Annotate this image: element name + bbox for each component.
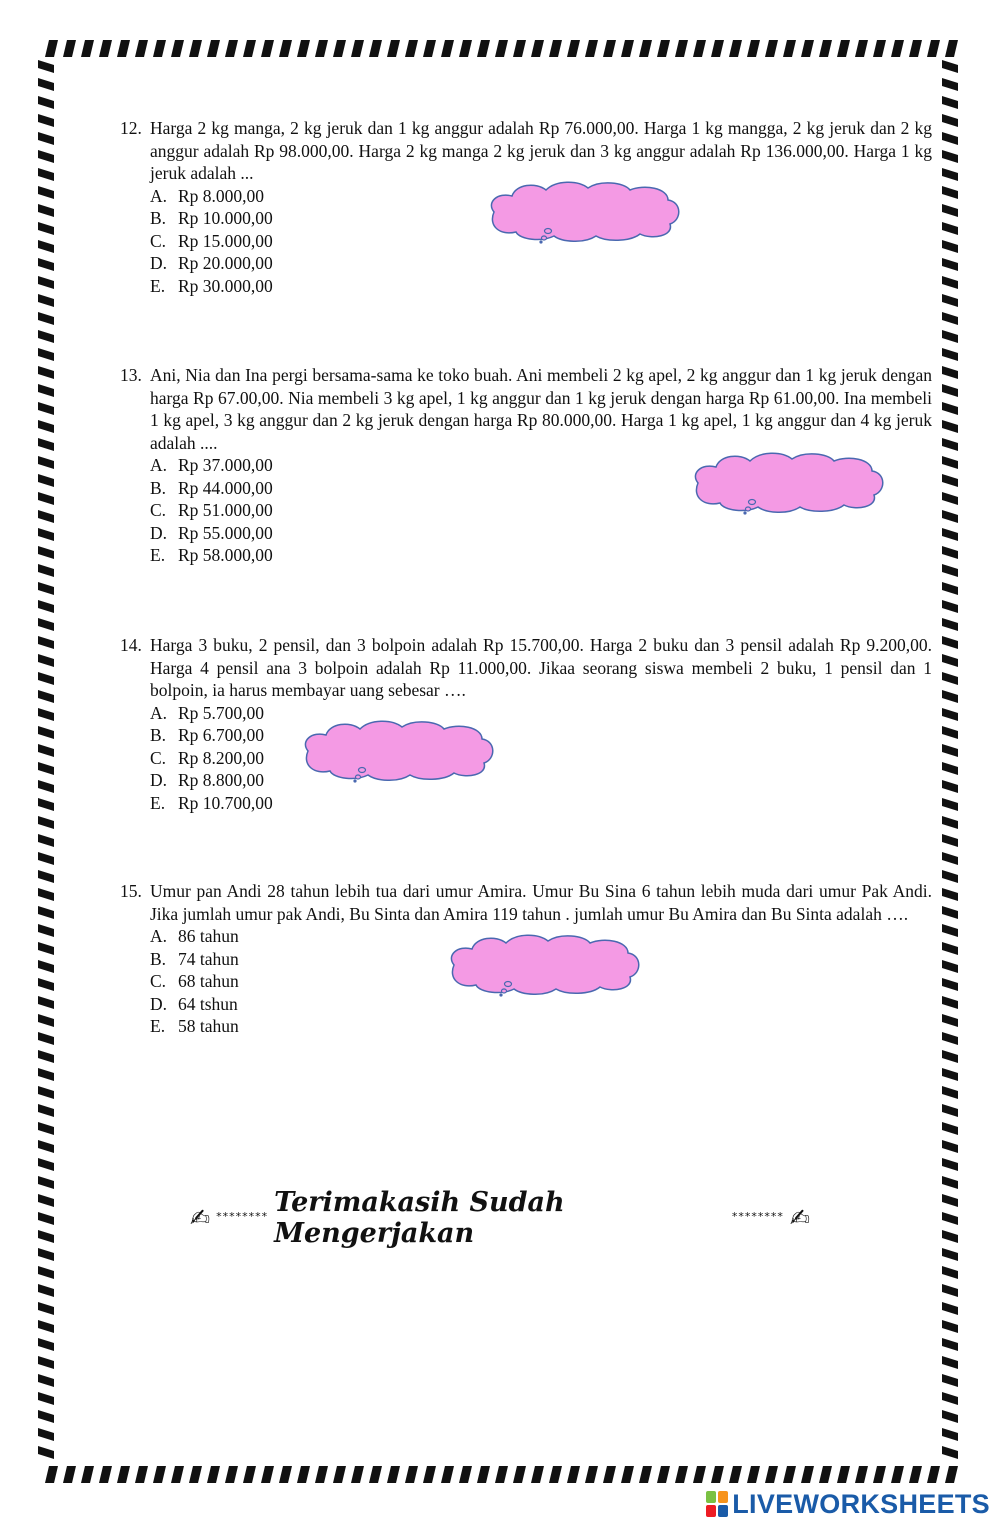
option-a: A. Rp 8.000,00 — [150, 185, 265, 206]
option-c: C. Rp 8.200,00 — [150, 747, 265, 768]
option-d: D. Rp 20.000,00 — [150, 253, 273, 273]
option-c: C. Rp 15.000,00 — [150, 230, 273, 251]
decorative-stars: ******** — [731, 1209, 784, 1223]
question-number: 12. — [120, 118, 142, 138]
option-d: D. Rp 55.000,00 — [150, 522, 273, 543]
question-stem — [120, 117, 932, 185]
brand-name: LIVEWORKSHEETS — [732, 1488, 990, 1519]
question-number: 13. — [120, 365, 142, 385]
closing-message — [190, 1187, 810, 1249]
option-c: C. 68 tahun — [150, 971, 239, 991]
answer-cloud-q15[interactable] — [444, 933, 644, 999]
answer-options — [120, 702, 932, 815]
option-d: D. 64 tshun — [150, 993, 238, 1014]
liveworksheets-logo[interactable] — [706, 1485, 990, 1523]
thank-you-text: Terimakasih Sudah Mengerjakan — [274, 1187, 565, 1249]
option-e: E. Rp 10.700,00 — [150, 792, 273, 813]
option-e: E. 58 tahun — [150, 1016, 239, 1036]
question-stem — [120, 364, 932, 454]
question-text: Ani, Nia dan Ina pergi bersama-sama ke toko buah. Ani membeli 2 kg apel, 2 kg anggur dan 1 kg jeruk dengan harga Rp 67.00,00. Nia membeli 3 kg apel, 1 kg anggur dan 1 kg jeruk dengan harga Rp 61.00,00. Ina membeli 1 kg apel, 3 kg anggur dan 2 kg jeruk dengan harga Rp 80.000,00. Harga 1 kg apel, 1 kg anggur dan 4 kg jeruk adalah .... — [150, 365, 932, 453]
answer-cloud-q12[interactable] — [484, 180, 684, 246]
question-text: Umur pan Andi 28 tahun lebih tua dari umur Amira. Umur Bu Sina 6 tahun lebih muda dari umur Pak Andi. Jika jumlah umur pak Andi, Bu Sinta dan Amira 119 tahun . jumlah umur Bu Amira dan Bu Sinta adalah …. — [150, 881, 932, 924]
liveworksheets-logo-icon — [706, 1491, 728, 1517]
writing-hand-icon: ✍ — [789, 1204, 810, 1232]
option-c: C. Rp 51.000,00 — [150, 500, 273, 520]
question-text: Harga 3 buku, 2 pensil, dan 3 bolpoin adalah Rp 15.700,00. Harga 2 buku dan 3 pensil adalah Rp 9.200,00. Harga 4 pensil ana 3 bolpoin adalah Rp 11.000,00. Jikaa seorang siswa membeli 2 buku, 1 pensil dan 1 bolpoin, ia harus membayar uang sebesar …. — [150, 635, 932, 700]
question-number: 15. — [120, 881, 142, 901]
answer-cloud-q14[interactable] — [298, 719, 498, 785]
answer-cloud-q13[interactable] — [688, 451, 888, 517]
question-number: 14. — [120, 635, 142, 655]
option-a: A. Rp 5.700,00 — [150, 702, 265, 723]
writing-hand-icon: ✍ — [190, 1204, 211, 1232]
option-d: D. Rp 8.800,00 — [150, 770, 265, 790]
question-text: Harga 2 kg manga, 2 kg jeruk dan 1 kg anggur adalah Rp 76.000,00. Harga 1 kg mangga, 2 kg jeruk dan 2 kg anggur adalah Rp 98.000,00. Harga 2 kg manga 2 kg jeruk dan 3 kg anggur adalah Rp 136.000,00. Harga 1 kg jeruk adalah ... — [150, 118, 932, 183]
option-e: E. Rp 58.000,00 — [150, 545, 273, 565]
option-e: E. Rp 30.000,00 — [150, 275, 273, 296]
option-a: A. 86 tahun — [150, 926, 239, 946]
question-14 — [120, 634, 932, 814]
option-a: A. Rp 37.000,00 — [150, 455, 273, 475]
decorative-stars: ******** — [216, 1209, 269, 1223]
option-b: B. Rp 44.000,00 — [150, 477, 273, 498]
option-b: B. 74 tahun — [150, 948, 239, 969]
option-b: B. Rp 10.000,00 — [150, 208, 273, 228]
question-stem — [120, 634, 932, 702]
question-stem — [120, 880, 932, 925]
option-b: B. Rp 6.700,00 — [150, 725, 265, 745]
